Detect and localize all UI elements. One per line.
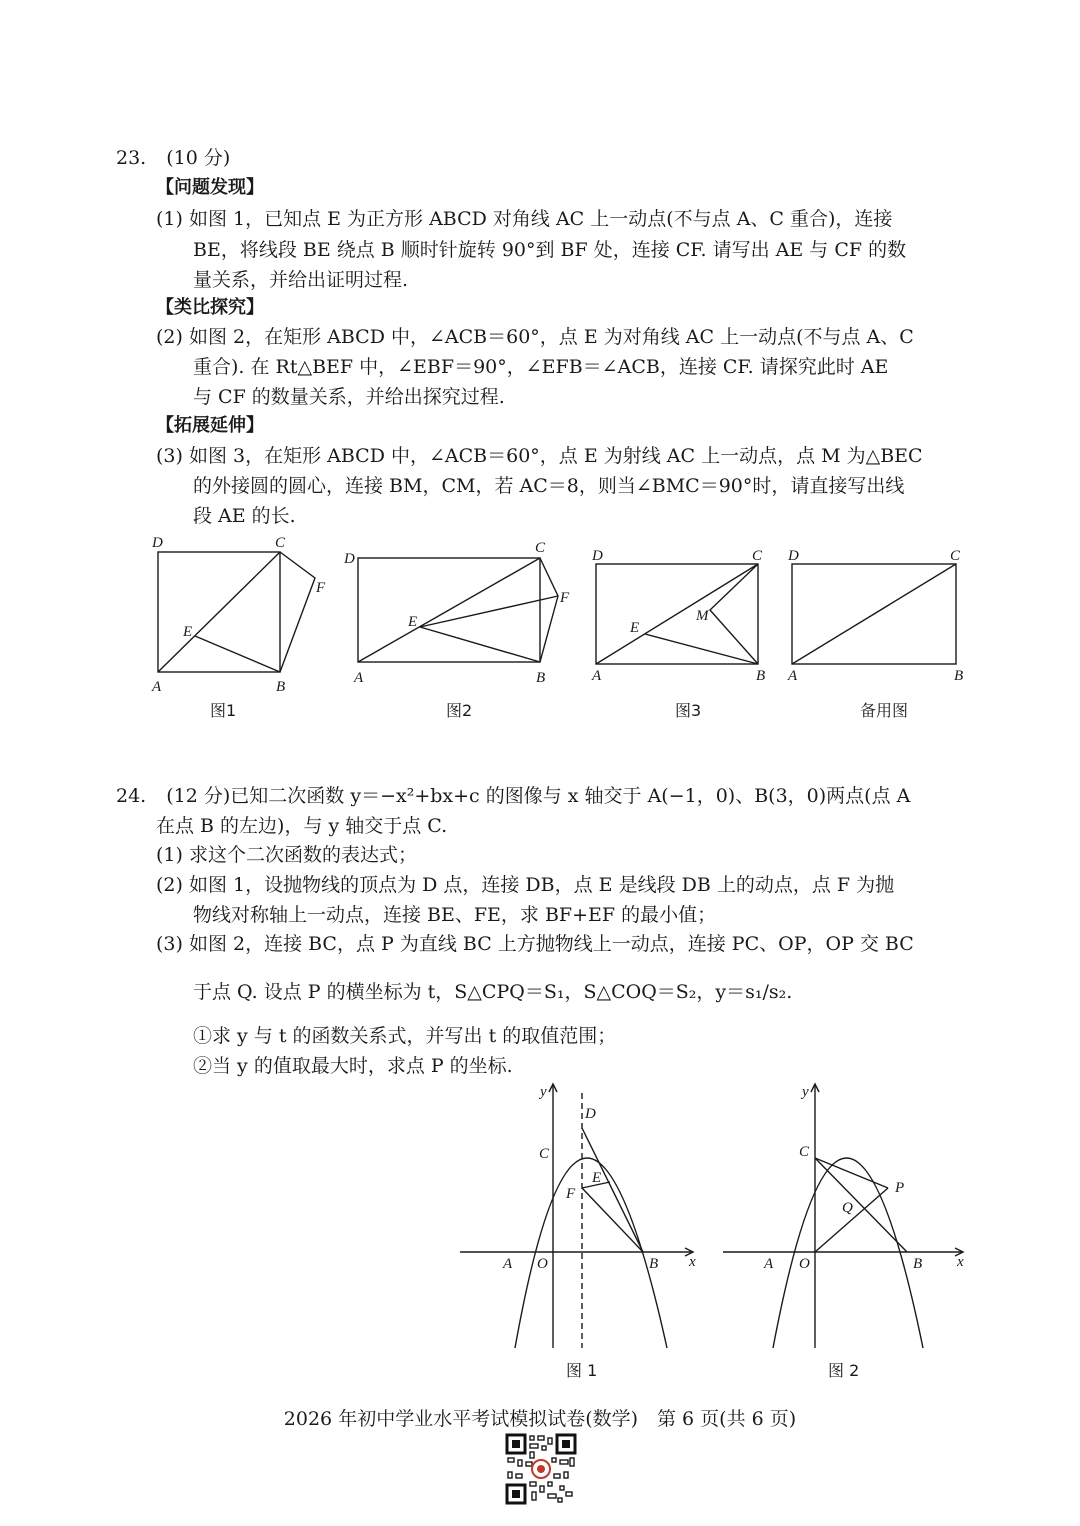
svg-text:A: A [152,679,162,695]
svg-text:B: B [536,670,546,686]
svg-text:A: A [592,668,602,684]
svg-text:y: y [540,1084,547,1100]
page-footer: 2026 年初中学业水平考试模拟试卷(数学) 第 6 页(共 6 页) [283,1408,797,1430]
q24-part3-line1: (3) 如图 2，连接 BC，点 P 为直线 BC 上方抛物线上一动点，连接 PC、OP，OP 交 BC [156,933,914,955]
q23-figures [140,530,980,700]
q23-figure-3 [591,548,765,684]
svg-text:A: A [764,1256,774,1272]
q24-caption-1: 图 1 [566,1361,598,1380]
svg-text:C: C [275,535,286,551]
q24-header [116,784,910,808]
q23-caption-1: 图1 [210,701,237,720]
svg-text:O: O [537,1256,548,1272]
q23-figure-2 [343,540,570,686]
q24-part3-line2: 于点 Q. 设点 P 的横坐标为 t，S△CPQ＝S₁，S△COQ＝S₂，y＝s₁/s₂. [193,981,793,1003]
q23-caption-2: 图2 [446,701,473,720]
svg-text:A: A [503,1256,513,1272]
svg-text:x: x [689,1254,696,1270]
svg-text:C: C [539,1146,550,1162]
q23-part3-line2: 的外接圆的圆心，连接 BM，CM，若 AC＝8，则当∠BMC＝90°时，请直接写出线 [193,475,905,497]
svg-text:O: O [799,1256,810,1272]
q24-figure-2 [723,1084,964,1348]
q24-figure-1 [460,1084,696,1348]
svg-text:A: A [354,670,364,686]
svg-text:C: C [799,1144,810,1160]
q24-line1: (12 分)已知二次函数 y＝−x²+bx+c 的图像与 x 轴交于 A(−1，0)、B(3，0)两点(点 A [166,785,911,807]
q23-part2-line1: (2) 如图 2，在矩形 ABCD 中，∠ACB＝60°，点 E 为对角线 AC 上一动点(不与点 A、C [156,326,914,348]
svg-text:D: D [788,548,799,564]
svg-text:B: B [954,668,964,684]
svg-text:E: E [183,624,193,640]
svg-text:Q: Q [842,1200,853,1216]
svg-text:E: E [630,620,640,636]
qr-code-icon [504,1432,578,1506]
svg-text:F: F [566,1186,576,1202]
q24-figures [455,1078,975,1358]
svg-text:D: D [344,551,355,567]
svg-text:C: C [752,548,763,564]
q23-part2-line3: 与 CF 的数量关系，并给出探究过程. [193,386,505,408]
svg-text:C: C [535,540,546,556]
svg-text:B: B [756,668,766,684]
q23-section-extension: 【拓展延伸】 [156,415,264,436]
svg-text:A: A [788,668,798,684]
svg-text:D: D [152,535,163,551]
q23-part3-line3: 段 AE 的长. [193,505,296,527]
q24-part1: (1) 求这个二次函数的表达式； [156,844,417,866]
q23-caption-3: 图3 [675,701,702,720]
q23-header [116,146,230,170]
svg-text:F: F [316,580,326,596]
q24-line2: 在点 B 的左边)，与 y 轴交于点 C. [156,815,448,837]
q23-part1-line1: (1) 如图 1，已知点 E 为正方形 ABCD 对角线 AC 上一动点(不与点 A、C 重合)，连接 [156,208,893,230]
q23-caption-spare: 备用图 [860,701,909,720]
q23-part2-line2: 重合). 在 Rt△BEF 中，∠EBF＝90°，∠EFB＝∠ACB，连接 CF. 请探究此时 AE [193,356,889,378]
q23-part3-line1: (3) 如图 3，在矩形 ABCD 中，∠ACB＝60°，点 E 为射线 AC 上一动点，点 M 为△BEC [156,445,923,467]
q23-part1-line3: 量关系，并给出证明过程. [193,269,409,291]
q24-part2-line2: 物线对称轴上一动点，连接 BE、FE，求 BF+EF 的最小值； [193,904,717,926]
svg-text:y: y [802,1084,809,1100]
svg-text:M: M [696,608,709,624]
svg-text:C: C [950,548,961,564]
svg-text:B: B [913,1256,923,1272]
q24-part3-sub1: ①求 y 与 t 的函数关系式，并写出 t 的取值范围； [193,1025,617,1047]
q24-caption-2: 图 2 [828,1361,860,1380]
q23-score: (10 分) [166,147,231,169]
q23-number: 23. [116,147,147,169]
svg-text:D: D [592,548,603,564]
q23-figure-spare [787,548,963,684]
svg-text:B: B [276,679,286,695]
svg-text:x: x [957,1254,964,1270]
svg-text:B: B [649,1256,659,1272]
svg-text:E: E [408,614,418,630]
q24-number: 24. [116,785,147,807]
svg-text:F: F [560,590,570,606]
q24-part2-line1: (2) 如图 1，设抛物线的顶点为 D 点，连接 DB，点 E 是线段 DB 上的动点，点 F 为抛 [156,874,895,896]
svg-text:P: P [895,1180,905,1196]
q23-section-discovery: 【问题发现】 [156,177,264,198]
svg-text:E: E [592,1170,602,1186]
svg-text:D: D [585,1106,596,1122]
q23-figure-1 [151,535,326,695]
q24-part3-sub2: ②当 y 的值取最大时，求点 P 的坐标. [193,1055,513,1077]
q23-section-analogy: 【类比探究】 [156,297,264,318]
q23-part1-line2: BE，将线段 BE 绕点 B 顺时针旋转 90°到 BF 处，连接 CF. 请写出 AE 与 CF 的数 [193,239,907,261]
